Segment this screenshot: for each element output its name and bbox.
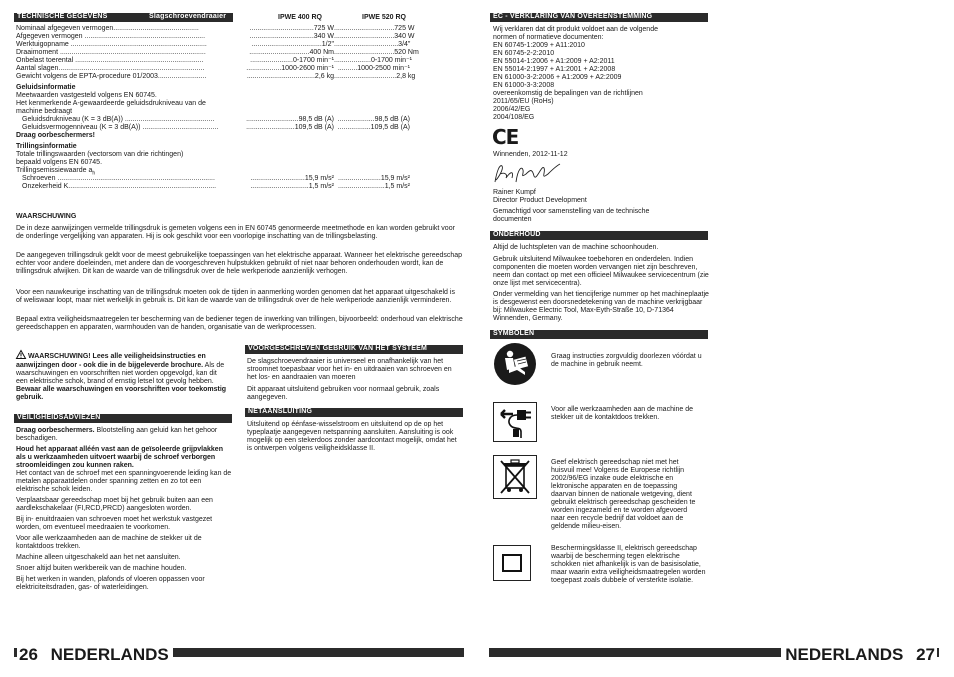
warning-text: Als de waarschuwingen en voorschriften niet worden opgevolgd, kan dit een elektrische schok, brand of ernstig letsel tot gevolg hebben. bbox=[16, 362, 225, 385]
spec-row bbox=[16, 175, 411, 183]
read-manual-icon bbox=[493, 342, 537, 386]
noise-line: Het kenmerkende A-gewaardeerde geluidsdrukniveau van de bbox=[16, 100, 206, 107]
spec-value-col2: .................109,5 dB (A) bbox=[337, 124, 410, 131]
spec-row bbox=[16, 57, 411, 65]
safety-item: Machine alleen uitgeschakeld aan het net aansluiten. bbox=[16, 554, 181, 561]
spec-value-col1: ............................15,9 m/s² bbox=[250, 175, 334, 182]
maintenance-p1: Altijd de luchtspleten van de machine schoonhouden. bbox=[493, 244, 659, 251]
noise-title: Geluidsinformatie bbox=[16, 84, 76, 91]
warning-paragraph-3: Voor een nauwkeurige inschatting van de trillingsdruk moeten ook de tijden in aanmerking worden genomen dat het apparaat uitgeschakeld is of weliswaar loopt, maar niet werkelijk in gebruik is. Dit kan de waarde van de trillingsdruk over de hele werkperiode aanzienlijk verminderen. bbox=[16, 289, 455, 304]
spec-row bbox=[16, 65, 411, 73]
symbols-heading-bar bbox=[490, 330, 708, 339]
vibration-line: Trillingsemissiewaarde $a_h$ bbox=[16, 167, 96, 177]
spec-row bbox=[16, 33, 415, 41]
spec-label: Onzekerheid K............................................................................ bbox=[22, 183, 217, 190]
signer-name: Rainer Kumpf bbox=[493, 189, 536, 196]
spec-row bbox=[16, 73, 416, 81]
spec-row bbox=[16, 124, 411, 132]
safety-item: Bij in- enuitdraaien van schroeven moet het werkstuk vastgezet worden, om eventueel meedraaien te voorkomen. bbox=[16, 516, 213, 531]
footer-right bbox=[781, 646, 937, 663]
warning-triangle-icon bbox=[16, 350, 26, 362]
maintenance-p3: Onder vermelding van het tienciјferige nummer op het machineplaatje is desgewenst een doorsnedetekening van de machine verkrijgbaar bij: Milwaukee Electric Tool, Max-Eyth-Straße 10, D-71364 Winnenden, Germany. bbox=[493, 291, 709, 322]
spec-value-col1: ..............................1,5 m/s² bbox=[250, 183, 334, 190]
safety-list bbox=[16, 427, 232, 592]
spec-value-col1: ...........................98,5 dB (A) bbox=[246, 116, 334, 123]
symbol-read-manual-text: Graag instructies zorgvuldig doorlezen vóórdat u de machine in gebruik neemt. bbox=[551, 353, 702, 368]
authorized-docs: Gemachtigd voor samenstelling van de technische documenten bbox=[493, 208, 650, 223]
safety-heading-bar bbox=[14, 414, 232, 423]
tool-name-bar bbox=[146, 13, 233, 22]
ec-line: 2004/108/EG bbox=[493, 114, 535, 121]
spec-label: Geluidsdrukniveau (K = 3 dB(A)) .............................................. bbox=[22, 116, 215, 123]
safety-item: Bij het werken in wanden, plafonds of vloeren oppassen voor elektriciteitsdraden, gas- of waterleidingen. bbox=[16, 576, 205, 591]
safety-item: Snoer altijd buiten werkbereik van de machine houden. bbox=[16, 565, 187, 572]
unplug-icon bbox=[493, 402, 537, 442]
spec-value-col2: ..........1000-2500 min⁻¹ bbox=[337, 65, 410, 72]
ec-heading-bar bbox=[490, 13, 708, 22]
vibration-line: bepaald volgens EN 60745. bbox=[16, 159, 103, 166]
tech-heading: TECHNISCHE GEGEVENS bbox=[17, 13, 108, 20]
hold-lead: Houd het apparaat alléén vast aan de geïsoleerde grijpvlakken als u werkzaamheden uitvoert waarbij de schroef verborgen stroomleidingen zou kunnen raken. bbox=[16, 446, 223, 469]
safety-item: Verplaatsbaar gereedschap moet bij het gebruik buiten aan een aardlekschakelaar (FI,RCD,PRCD) aangesloten worden. bbox=[16, 497, 213, 512]
spec-value-col1: .........................109,5 dB (A) bbox=[246, 124, 334, 131]
class-ii-icon bbox=[493, 545, 531, 581]
spec-label: Onbelast toerental .................................................................. bbox=[16, 57, 204, 64]
spec-value-col2: ...............................725 W bbox=[334, 25, 415, 32]
mains-heading: NETAANSLUITING bbox=[248, 408, 313, 415]
mains-heading-bar bbox=[245, 408, 463, 417]
spec-value-col1: ......................0-1700 min⁻¹ bbox=[250, 57, 334, 64]
safety-heading: VEILIGHEIDSADVIEZEN bbox=[17, 414, 101, 421]
spec-value-col2: ...................98,5 dB (A) bbox=[337, 116, 410, 123]
ec-line: EN 61000-3-2:2006 + A1:2009 + A2:2009 bbox=[493, 74, 622, 81]
warning-paragraph-2: De aangegeven trillingsdruk geldt voor de meest gebruikelijke toepassingen van het elektrische apparaat. Wanneer het elektrische gereedschap echter voor andere doeleinden, met andere dan de voorgeschreven hulpstukken gebruikt of niet naar behoren onderhouden wordt, kan de trillingsdruk afwijken. Dit kan de waarde van de trillingsdruk over de hele werkperiode aanzienlijk verhogen. bbox=[16, 252, 463, 275]
spec-value-col2: ........................1,5 m/s² bbox=[338, 183, 410, 190]
language-right: NEDERLANDS bbox=[785, 645, 904, 664]
model-col1-header: IPWE 400 RQ bbox=[278, 14, 322, 21]
noise-line: machine bedraagt bbox=[16, 108, 73, 115]
spec-row bbox=[16, 41, 411, 49]
spec-label: Draaimoment ........................................................................... bbox=[16, 49, 206, 56]
ec-line: EN 61000-3-3:2008 bbox=[493, 82, 555, 89]
spec-row bbox=[16, 116, 411, 124]
vibration-intro bbox=[16, 151, 183, 177]
keep-instructions: Bewaar alle waarschuwingen en voorschriften voor toekomstig gebruik. bbox=[16, 386, 227, 401]
ear-lead: Draag oorbeschermers. bbox=[16, 427, 95, 434]
spec-label: Aantal slagen........................................................................... bbox=[16, 65, 205, 72]
ec-line: EN 55014-1:2006 + A1:2009 + A2:2011 bbox=[493, 58, 615, 65]
page-number-right: 27 bbox=[916, 645, 935, 664]
ec-line: overeenkomstig de bepalingen van de richtlijnen bbox=[493, 90, 643, 97]
ec-line: Wij verklaren dat dit produkt voldoet aan de volgende bbox=[493, 26, 658, 33]
tech-spec-table bbox=[16, 25, 419, 81]
maintenance-p2: Gebruik uitsluitend Milwaukee toebehoren en onderdelen. Indien componenten die moeten worden vervangen niet zijn beschreven, neem dan contact op met een officieel Milwaukee servicecentrum (zie onze lijst met servicecentra). bbox=[493, 256, 709, 287]
noise-table bbox=[16, 116, 411, 132]
ec-line: EN 60745-2-2:2010 bbox=[493, 50, 555, 57]
spec-value-col1: .................................725 W bbox=[249, 25, 334, 32]
intended-use-p1: De slagschroevendraaier is universeel en onafhankelijk van het stroomnet toepasbaar voor het in- en uitdraaien van schroeven en het los- en aandraaien van moeren bbox=[247, 358, 452, 381]
spec-label: Gewicht volgens de EPTA-procedure 01/2003......................... bbox=[16, 73, 207, 80]
ear-protection-note: Draag oorbeschermers! bbox=[16, 132, 95, 139]
ec-line: normen of normatieve documenten: bbox=[493, 34, 604, 41]
spec-row bbox=[16, 25, 415, 33]
spec-value-col1: .................................340 W bbox=[249, 33, 334, 40]
spec-row bbox=[16, 49, 419, 57]
vibration-title: Trillingsinformatie bbox=[16, 143, 77, 150]
spec-label: Geluidsvermogenniveau (K = 3 dB(A)) ....................................... bbox=[22, 124, 219, 131]
vibration-table bbox=[16, 175, 411, 191]
intended-use-p2: Dit apparaat uitsluitend gebruiken voor normaal gebruik, zoals aangegeven. bbox=[247, 386, 440, 401]
intended-use-heading: VOORGESCHREVEN GEBRUIK VAN HET SYSTEEM bbox=[248, 345, 427, 352]
spec-label: Nominaal afgegeven vermogen............................................ bbox=[16, 25, 199, 32]
spec-value-col2: ...................0-1700 min⁻¹ bbox=[334, 57, 412, 64]
model-col2-header: IPWE 520 RQ bbox=[362, 14, 406, 21]
spec-value-col2: ...............................340 W bbox=[334, 33, 415, 40]
symbol-weee-text: Geef elektrisch gereedschap niet met het huisvuil mee! Volgens de Europese richtlijn 2002/96/EG inzake oude elektrische en lektronische apparaten en de toepassing daarvan binnen de nationale wetgeving, dient gebruikt elektrisch gereedschap gescheiden te worden ingezameld en te worden afgevoerd naar een recycle bedrijf dat voldoet aan de geldende milieu-eisen. bbox=[551, 459, 696, 530]
maintenance-heading: ONDERHOUD bbox=[493, 231, 541, 238]
spec-row bbox=[16, 183, 411, 191]
vibration-line: Totale trillingswaarden (vectorsom van drie richtingen) bbox=[16, 151, 184, 158]
warning-title: WAARSCHUWING bbox=[16, 213, 77, 220]
ec-declaration bbox=[493, 26, 658, 122]
tool-name: Slagschroevendraaier bbox=[149, 13, 227, 20]
page-number-left: 26 bbox=[19, 645, 38, 664]
warning-paragraph-1: De in deze aanwijzingen vermelde trillingsdruk is gemeten volgens een in EN 60745 genormeerde meetmethode en kan worden gebruikt voor de onderlinge vergelijking van apparaten. Hij is ook geschikt voor een voorlopige inschatting van de trillingsbelasting. bbox=[16, 225, 455, 240]
ec-heading: EC - VERKLARING VAN OVEREENSTEMMING bbox=[493, 13, 653, 20]
warning-lead: WAARSCHUWING! Lees alle veiligheidsinstructies en aanwijzingen door - ook die in de bijgeleverde brochure. bbox=[16, 353, 206, 369]
spec-value-col1: ...............................400 Nm bbox=[249, 49, 334, 56]
warning-paragraph-4: Bepaal extra veiligheidsmaatregelen ter bescherming van de bediener tegen de inwerking van trillingen, bijvoorbeeld: onderhoud van elektrische gereedschappen en apparaten, warmhouden van de handen, organisatie van de werkprocessen. bbox=[16, 316, 463, 331]
ec-line: EN 60745-1:2009 + A11:2010 bbox=[493, 42, 585, 49]
noise-line: Meetwaarden vastgesteld volgens EN 60745. bbox=[16, 92, 157, 99]
safety-warning-block bbox=[16, 350, 230, 402]
spec-value-col2: ......................15,9 m/s² bbox=[338, 175, 410, 182]
hold-text: Het contact van de schroef met een spanningvoerende leiding kan de metalen apparaatdelen onder spanning zetten en zo tot een elektrische schok leiden. bbox=[16, 470, 232, 493]
safety-item: Voor alle werkzaamheden aan de machine de stekker uit de kontaktdoos trekken. bbox=[16, 535, 202, 550]
spec-value-col1: ...................................2,6 kg bbox=[246, 73, 334, 80]
ec-line: 2011/65/EU (RoHs) bbox=[493, 98, 554, 105]
spec-label: Werktuigopname ...................................................................... bbox=[16, 41, 207, 48]
ec-line: EN 55014-2:1997 + A1:2001 + A2:2008 bbox=[493, 66, 616, 73]
spec-label: Afgegeven vermogen .............................................................. bbox=[16, 33, 206, 40]
ec-line: 2006/42/EG bbox=[493, 106, 531, 113]
spec-value-col1: ....................................1/2" bbox=[251, 41, 334, 48]
symbol-unplug-text: Voor alle werkzaamheden aan de machine de stekker uit de kontaktdoos trekken. bbox=[551, 406, 694, 421]
symbol-class-ii-text: Beschermingsklasse II, elektrisch gereedschap waarbij de bescherming tegen elektrische schokken niet afhankelijk is van de basisisolatie, maar waarin extra veiligheidsmaatregelen worden toegepast zoals dubbele of versterkte isolatie. bbox=[551, 545, 706, 584]
spec-value-col2: ................................2,8 kg bbox=[334, 73, 416, 80]
spec-value-col2: .................................3/4" bbox=[334, 41, 411, 48]
ear-text: Blootstelling aan geluid kan het gehoor beschadigen. bbox=[16, 427, 218, 442]
symbols-heading: SYMBOLEN bbox=[493, 330, 535, 337]
spec-label: Schroeven ................................................................................. bbox=[22, 175, 215, 182]
ce-mark-icon: CE bbox=[492, 125, 519, 149]
intended-use-heading-bar bbox=[245, 345, 463, 354]
signer-role: Director Product Development bbox=[493, 197, 587, 204]
spec-value-col2: ...............................520 Nm bbox=[334, 49, 419, 56]
place-date: Winnenden, 2012-11-12 bbox=[493, 151, 568, 158]
spec-value-col1: ..................1000-2600 min⁻¹ bbox=[246, 65, 334, 72]
maintenance-heading-bar bbox=[490, 231, 708, 240]
weee-bin-icon bbox=[493, 455, 537, 499]
noise-intro bbox=[16, 92, 206, 116]
footer-left bbox=[17, 646, 173, 663]
mains-text: Uitsluitend op éénfase-wisselstroom en uitsluitend op de op het typeplaatje aangegeven netspanning aansluiten. Aansluiting is ook mogelijk op een stekerdoos zonder aardcontact mogelijk, omdat het is ontwerpen volgens veiligheidsklasse II. bbox=[247, 421, 457, 452]
language-left: NEDERLANDS bbox=[50, 645, 169, 664]
